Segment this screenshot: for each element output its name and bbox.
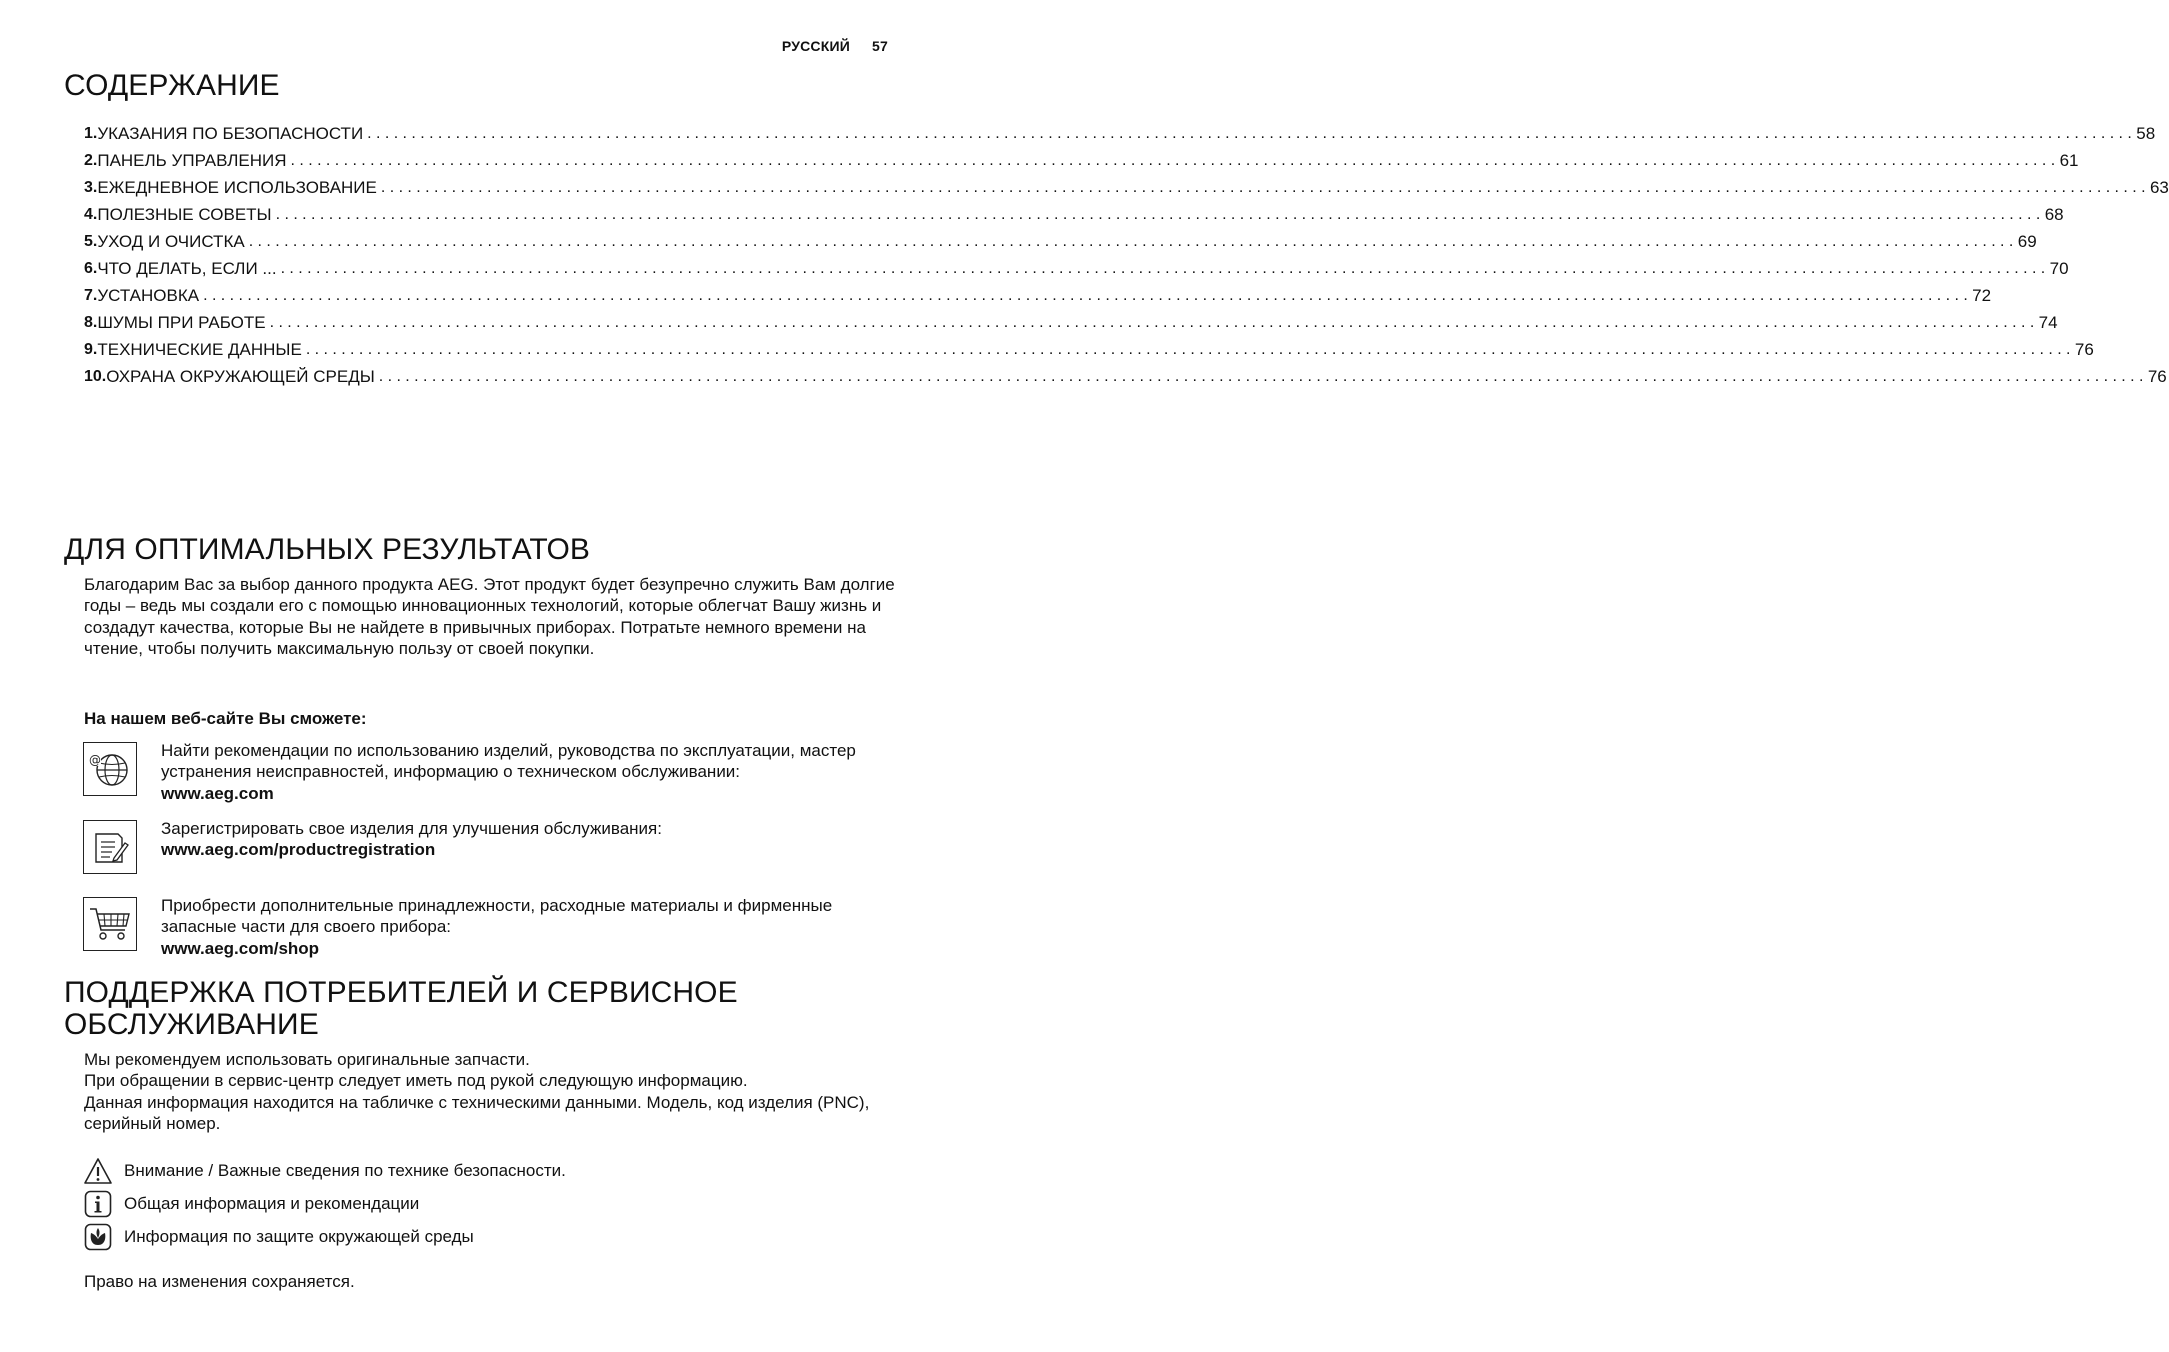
toc-leader-dots: ........................................................................................................................................................................................................ (275, 205, 2045, 223)
toc-entry-title: ОХРАНА ОКРУЖАЮЩЕЙ СРЕДЫ (106, 366, 375, 386)
toc-entry-number: 3. (84, 178, 98, 196)
toc-entry-number: 7. (84, 286, 98, 304)
toc-entry[interactable] (84, 228, 2037, 255)
shopping-cart-icon (83, 897, 137, 951)
toc-leader-dots: ........................................................................................................................................................................................................ (378, 367, 2148, 385)
website-item-1 (161, 740, 901, 804)
link-aeg-shop[interactable]: www.aeg.com/shop (161, 938, 320, 958)
toc-entry-page: 74 (2038, 312, 2058, 332)
toc-entry[interactable] (84, 309, 2058, 336)
toc-entry[interactable] (84, 120, 2156, 147)
toc-entry-title: УХОД И ОЧИСТКА (97, 231, 245, 251)
page-number: 57 (872, 38, 888, 54)
toc-entry-number: 1. (84, 124, 98, 142)
toc-entry-page: 69 (2017, 231, 2037, 251)
optimal-title: ДЛЯ ОПТИМАЛЬНЫХ РЕЗУЛЬТАТОВ (64, 533, 590, 566)
toc-leader-dots: ........................................................................................................................................................................................................ (290, 151, 2060, 169)
legend-environment (84, 1223, 474, 1251)
toc-leader-dots: ........................................................................................................................................................................................................ (269, 313, 2039, 331)
support-paragraph (84, 1049, 904, 1134)
toc-entry-title: ЕЖЕДНЕВНОЕ ИСПОЛЬЗОВАНИЕ (97, 177, 377, 197)
support-line-2: При обращении в сервис-центр следует иметь под рукой следующую информацию. (84, 1071, 748, 1091)
toc-entry[interactable] (84, 201, 2064, 228)
toc-entry-number: 10. (84, 367, 107, 385)
toc-entry[interactable] (84, 336, 2094, 363)
intro-paragraph: Благодарим Вас за выбор данного продукта AEG. Этот продукт будет безупречно служить Вам долгие годы – ведь мы создали его с помощью инновационных технологий, которые облегчат Вашу жизнь и создадут качества, которые Вы не найдете в привычных приборах. Потратьте немного времени на чтение, чтобы получить максимальную пользу от своей покупки. (84, 575, 895, 658)
toc-entry-page: 63 (2149, 177, 2169, 197)
toc-entry-page: 72 (1972, 285, 1992, 305)
toc-leader-dots: ........................................................................................................................................................................................................ (305, 340, 2075, 358)
legend-environment-text: Информация по защите окружающей среды (124, 1227, 474, 1246)
toc-leader-dots: ........................................................................................................................................................................................................ (203, 286, 1973, 304)
support-title-line2: ОБСЛУЖИВАНИЕ (64, 1008, 319, 1041)
language-label: РУССКИЙ (781, 38, 851, 54)
toc-entry[interactable] (84, 147, 2079, 174)
support-title-line1: ПОДДЕРЖКА ПОТРЕБИТЕЛЕЙ И СЕРВИСНОЕ (64, 976, 738, 1009)
toc-entry[interactable] (84, 255, 2069, 282)
legend-info-text: Общая информация и рекомендации (124, 1194, 420, 1213)
website-item-3 (161, 895, 901, 959)
website-item-3-text: Приобрести дополнительные принадлежности, расходные материалы и фирменные запасные части для своего прибора: (161, 896, 833, 937)
toc-leader-dots: ........................................................................................................................................................................................................ (367, 124, 2137, 142)
toc-entry-title: УСТАНОВКА (97, 285, 200, 305)
legend-info (84, 1190, 419, 1218)
link-aeg[interactable]: www.aeg.com (161, 783, 274, 803)
website-heading: На нашем веб-сайте Вы сможете: (84, 709, 367, 728)
footer-note: Право на изменения сохраняется. (84, 1272, 355, 1291)
support-line-1: Мы рекомендуем использовать оригинальные запчасти. (84, 1050, 530, 1069)
toc-entry-title: ПАНЕЛЬ УПРАВЛЕНИЯ (97, 150, 287, 170)
toc-entry-number: 8. (84, 313, 98, 331)
toc-entry[interactable] (84, 363, 2167, 390)
page-header (782, 38, 888, 54)
toc-title: СОДЕРЖАНИЕ (64, 69, 280, 102)
toc-entry-number: 9. (84, 340, 98, 358)
table-of-contents (84, 120, 2169, 390)
support-title (64, 977, 738, 1041)
info-icon (84, 1190, 112, 1218)
svg-text:@: @ (89, 753, 101, 767)
legend-warning (84, 1157, 566, 1185)
toc-entry-page: 58 (2136, 123, 2156, 143)
website-item-2 (161, 818, 901, 861)
website-item-1-text: Найти рекомендации по использованию изделий, руководства по эксплуатации, мастер устранения неисправностей, информацию о техническом обслуживании: (161, 741, 856, 782)
toc-entry-number: 2. (84, 151, 98, 169)
toc-entry-title: УКАЗАНИЯ ПО БЕЗОПАСНОСТИ (97, 123, 364, 143)
toc-entry-page: 61 (2059, 150, 2079, 170)
legend-warning-text: Внимание / Важные сведения по технике безопасности. (124, 1161, 566, 1180)
link-product-registration[interactable]: www.aeg.com/productregistration (161, 840, 436, 860)
toc-entry-page: 68 (2044, 204, 2064, 224)
toc-entry-page: 76 (2074, 339, 2094, 359)
warning-icon (84, 1157, 112, 1185)
toc-leader-dots: ........................................................................................................................................................................................................ (248, 232, 2018, 250)
toc-leader-dots: ........................................................................................................................................................................................................ (280, 259, 2050, 277)
toc-entry-page: 70 (2049, 258, 2069, 278)
environment-icon (84, 1223, 112, 1251)
globe-icon (83, 742, 137, 796)
toc-entry[interactable] (84, 282, 1992, 309)
registration-icon (83, 820, 137, 874)
toc-entry-title: ПОЛЕЗНЫЕ СОВЕТЫ (97, 204, 272, 224)
toc-entry[interactable] (84, 174, 2169, 201)
support-line-3: Данная информация находится на табличке с техническими данными. Модель, код изделия (PNC), серийный номер. (84, 1092, 870, 1133)
toc-entry-title: ТЕХНИЧЕСКИЕ ДАННЫЕ (97, 339, 302, 359)
toc-entry-title: ШУМЫ ПРИ РАБОТЕ (97, 312, 266, 332)
website-item-2-text: Зарегистрировать свое изделия для улучшения обслуживания: (161, 819, 662, 838)
toc-leader-dots: ........................................................................................................................................................................................................ (380, 178, 2150, 196)
toc-entry-number: 4. (84, 205, 98, 223)
toc-entry-number: 6. (84, 259, 98, 277)
toc-entry-title: ЧТО ДЕЛАТЬ, ЕСЛИ ... (97, 258, 277, 278)
toc-entry-page: 76 (2147, 366, 2167, 386)
toc-entry-number: 5. (84, 232, 98, 250)
